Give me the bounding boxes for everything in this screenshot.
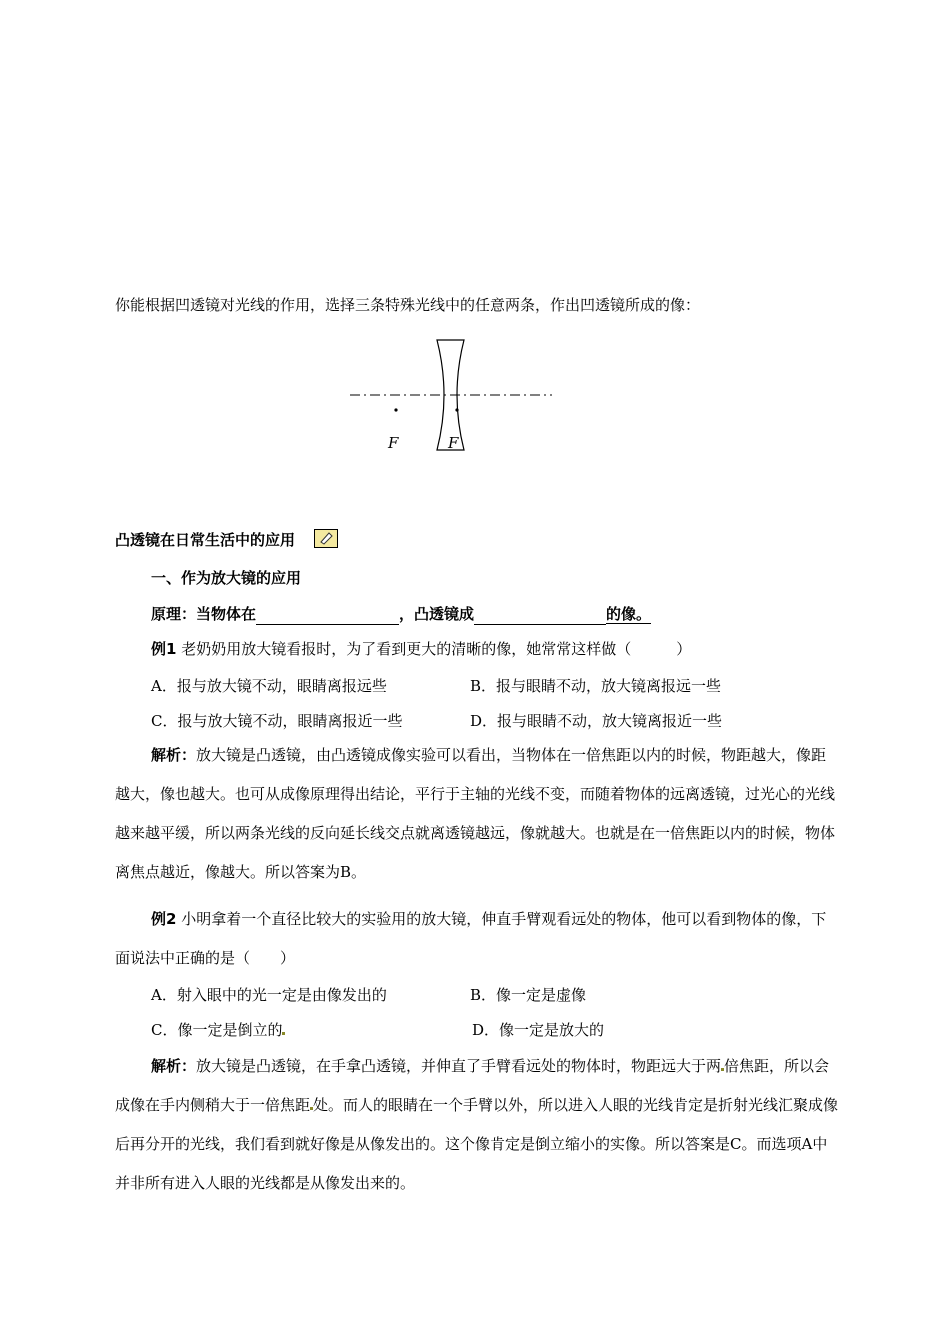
principle-part-b: ，凸透镜成 bbox=[399, 605, 475, 623]
principle-blank-1 bbox=[256, 606, 399, 625]
ex1-option-c: C．报与放大镜不动，眼睛离报近一些 bbox=[151, 712, 403, 730]
ex2-option-d: D．像一定是放大的 bbox=[472, 1021, 605, 1039]
ex1-option-b: B．报与眼睛不动，放大镜离报远一些 bbox=[470, 677, 722, 695]
principle-blank-2 bbox=[474, 606, 606, 625]
principle-part-c: 的像。 bbox=[606, 605, 652, 623]
ex2-question bbox=[115, 900, 840, 978]
ex2-option-b: B．像一定是虚像 bbox=[470, 986, 587, 1004]
ex1-analysis bbox=[115, 736, 840, 892]
principle-line bbox=[151, 604, 651, 625]
ex2-option-a: A．射入眼中的光一定是由像发出的 bbox=[151, 986, 387, 1004]
ex1-analysis-text: 放大镜是凸透镜，由凸透镜成像实验可以看出，当物体在一倍焦距以内的时候，物距越大，像距越大，像也越大。也可从成像原理得出结论，平行于主轴的光线不变，而随着物体的远离透镜，过光心的光线越来越平缓，所以两条光线的反向延长线交点就离透镜越远，像就越大。也就是在一倍焦距以内的时候，物体离焦点越近，像越大。所以答案为B。 bbox=[115, 746, 836, 881]
ex1-label: 例1 bbox=[151, 640, 177, 658]
ex1-option-d: D．报与眼睛不动，放大镜离报近一些 bbox=[470, 712, 723, 730]
intro-text: 你能根据凹透镜对光线的作用，选择三条特殊光线中的任意两条，作出凹透镜所成的像： bbox=[115, 296, 701, 314]
section-subtitle: 一、作为放大镜的应用 bbox=[151, 569, 302, 587]
ex2-option-c-line bbox=[151, 1020, 285, 1040]
focus-label-left: F bbox=[388, 434, 399, 452]
ex2-analysis-part-2: 倍焦距，所以会成像在手内侧稍大于一倍焦距 bbox=[115, 1057, 830, 1114]
ex2-label: 例2 bbox=[151, 910, 177, 928]
ex2-analysis-label: 解析： bbox=[151, 1057, 197, 1075]
edit-mark bbox=[282, 1032, 285, 1035]
ex2-question-text: 小明拿着一个直径比较大的实验用的放大镜，伸直手臂观看远处的物体，他可以看到物体的像，下面说法中正确的是（ ） bbox=[115, 910, 827, 967]
ex2-analysis-part-1: 放大镜是凸透镜，在手拿凸透镜，并伸直了手臂看远处的物体时，物距远大于两 bbox=[196, 1057, 722, 1075]
ex2-analysis bbox=[115, 1047, 840, 1203]
ex2-option-c: C．像一定是倒立的 bbox=[151, 1021, 283, 1039]
focal-point-right bbox=[455, 408, 458, 411]
ex2-analysis-part-3: 处。而人的眼睛在一个手臂以外，所以进入人眼的光线肯定是折射光线汇聚成像后再分开的光线，我们看到就好像是从像发出的。这个像肯定是倒立缩小的实像。所以答案是C。而选项A中并非所有进入人眼的光线都是从像发出来的。 bbox=[115, 1096, 839, 1192]
ex1-option-a: A．报与放大镜不动，眼睛离报远些 bbox=[151, 677, 387, 695]
focal-point-left bbox=[394, 408, 397, 411]
edit-note-icon bbox=[314, 529, 338, 548]
ex1-analysis-label: 解析： bbox=[151, 746, 197, 764]
principle-part-a: 原理：当物体在 bbox=[151, 605, 257, 623]
focus-label-right: F bbox=[448, 434, 459, 452]
section-title: 凸透镜在日常生活中的应用 bbox=[115, 531, 296, 549]
ex1-question-text: 老奶奶用放大镜看报时，为了看到更大的清晰的像，她常常这样做（ ） bbox=[176, 640, 692, 658]
ex1-question bbox=[151, 639, 691, 659]
